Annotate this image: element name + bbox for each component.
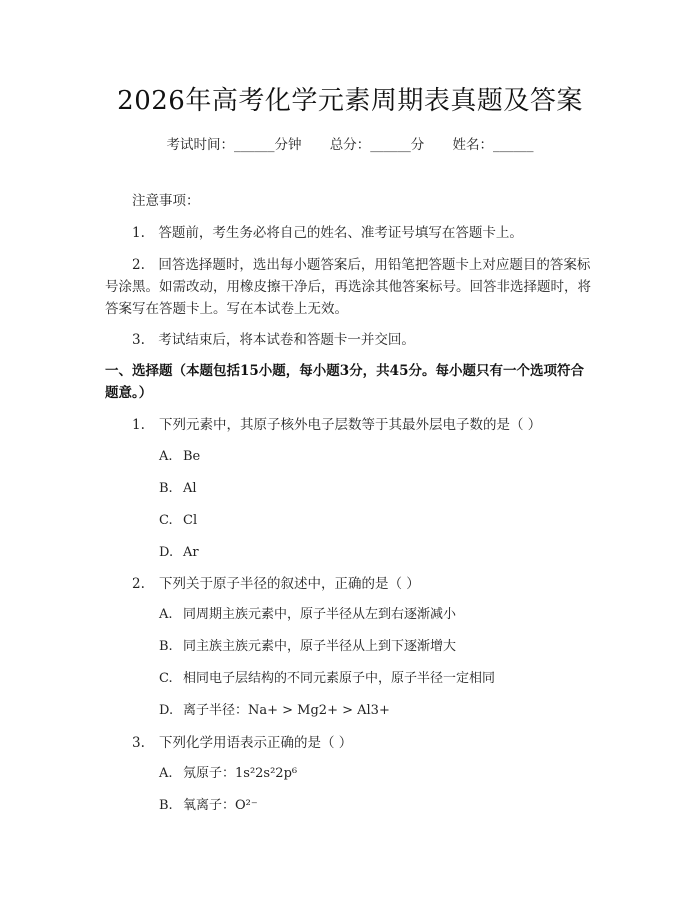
option-letter: B.: [159, 481, 173, 496]
section-heading: 一、选择题（本题包括15小题，每小题3分，共45分。每小题只有一个选项符合题意。）: [105, 363, 584, 401]
option-text: Cl: [183, 513, 198, 528]
option-text: 离子半径：Na+ > Mg2+ > Al3+: [183, 703, 390, 718]
question-stem: 下列化学用语表示正确的是（ ）: [159, 735, 353, 751]
option-letter: A.: [159, 449, 173, 464]
option-1c: [159, 510, 197, 532]
notice-title: 注意事项：: [132, 193, 200, 209]
question-number: 3.: [132, 735, 145, 751]
option-letter: B.: [159, 639, 173, 654]
exam-time-field: 考试时间：______分钟: [166, 137, 302, 153]
option-letter: C.: [159, 513, 173, 528]
option-text: 相同电子层结构的不同元素原子中，原子半径一定相同: [183, 671, 496, 686]
option-2a: [159, 604, 456, 626]
option-letter: D.: [159, 545, 174, 560]
option-text: Al: [183, 481, 197, 496]
option-3b: [159, 795, 258, 817]
option-letter: B.: [159, 798, 173, 813]
question-1: [132, 414, 541, 436]
option-2c: [159, 668, 495, 690]
student-name-field: 姓名：______: [452, 137, 534, 153]
question-number: 2.: [132, 576, 145, 592]
notice-item: 1. 答题前，考生务必将自己的姓名、准考证号填写在答题卡上。: [132, 225, 523, 241]
option-1a: [159, 446, 200, 468]
question-stem: 下列元素中，其原子核外电子层数等于其最外层电子数的是（ ）: [159, 417, 542, 433]
option-text: 同主族主族元素中，原子半径从上到下逐渐增大: [183, 639, 457, 654]
question-stem: 下列关于原子半径的叙述中，正确的是（ ）: [159, 576, 420, 592]
option-3a: [159, 763, 297, 785]
option-1b: [159, 478, 197, 500]
total-score-field: 总分：______分: [329, 137, 425, 153]
option-text: 同周期主族元素中，原子半径从左到右逐渐减小: [183, 607, 457, 622]
option-text: 氖原子：1s²2s²2p⁶: [183, 766, 298, 781]
option-2d: [159, 700, 390, 722]
exam-info-line: [0, 133, 700, 153]
option-letter: D.: [159, 703, 174, 718]
option-letter: C.: [159, 671, 173, 686]
option-2b: [159, 636, 456, 658]
option-text: Be: [183, 449, 201, 464]
question-2: [132, 573, 420, 595]
question-number: 1.: [132, 417, 145, 433]
option-text: Ar: [183, 545, 199, 560]
notice-item: 2. 回答选择题时，选出每小题答案后，用铅笔把答题卡上对应题目的答案标号涂黑。如需改动，用橡皮擦干净后，再选涂其他答案标号。回答非选择题时，将答案写在答题卡上。写在本试卷上无效。: [105, 257, 591, 317]
option-1d: [159, 542, 199, 564]
option-letter: A.: [159, 607, 173, 622]
notice-item: 3. 考试结束后，将本试卷和答题卡一并交回。: [132, 332, 415, 348]
question-3: [132, 732, 352, 754]
page-title: 2026年高考化学元素周期表真题及答案: [117, 86, 583, 116]
option-text: 氧离子：O²⁻: [183, 798, 258, 813]
option-letter: A.: [159, 766, 173, 781]
